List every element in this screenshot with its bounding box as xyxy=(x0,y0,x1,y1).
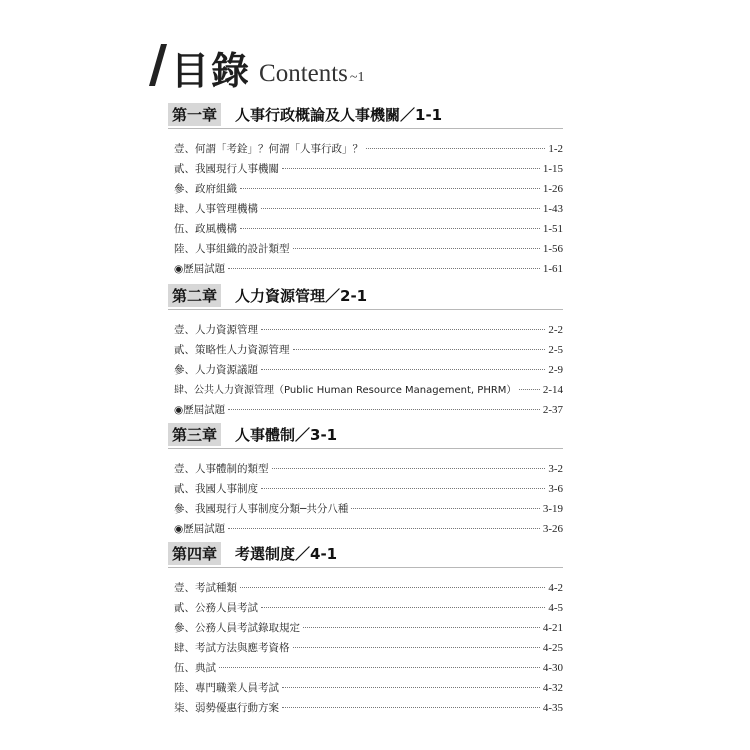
entry-list xyxy=(168,139,563,279)
entry-page: 4-32 xyxy=(542,682,563,694)
entry-page: 1-15 xyxy=(542,163,563,175)
toc-entry[interactable] xyxy=(174,499,563,519)
chapter-title: 人力資源管理／2-1 xyxy=(235,286,368,305)
entry-page: 4-2 xyxy=(548,582,563,594)
toc-entry[interactable] xyxy=(174,259,563,279)
entry-page: 1-51 xyxy=(542,223,563,235)
entry-label: 肆、人事管理機構 xyxy=(174,203,258,215)
chapter-heading[interactable] xyxy=(168,424,563,449)
dot-leader xyxy=(293,248,540,249)
entry-page: 4-30 xyxy=(542,662,563,674)
toc-entry[interactable] xyxy=(174,159,563,179)
entry-page: 3-26 xyxy=(542,523,563,535)
chapter-title: 人事行政概論及人事機關／1-1 xyxy=(235,105,443,124)
entry-list xyxy=(168,320,563,420)
toc-entry[interactable] xyxy=(174,340,563,360)
toc-entry[interactable] xyxy=(174,598,563,618)
dot-leader xyxy=(272,468,546,469)
entry-label: 參、公務人員考試錄取規定 xyxy=(174,622,300,634)
entry-page: 1-26 xyxy=(542,183,563,195)
toc-entry[interactable] xyxy=(174,459,563,479)
entry-label: 壹、人事體制的類型 xyxy=(174,463,269,475)
entry-page: 3-19 xyxy=(542,503,563,515)
toc-entry[interactable] xyxy=(174,678,563,698)
toc-entry[interactable] xyxy=(174,519,563,539)
entry-list xyxy=(168,578,563,718)
toc-entry[interactable] xyxy=(174,179,563,199)
entry-label: ◉歷屆試題 xyxy=(174,263,226,275)
chapter-heading[interactable] xyxy=(168,104,563,129)
entry-page: 3-6 xyxy=(548,483,563,495)
toc-entry[interactable] xyxy=(174,320,563,340)
dot-leader xyxy=(228,409,540,410)
entry-label: 伍、典試 xyxy=(174,662,216,674)
dot-leader xyxy=(282,687,540,688)
title-suffix: ~1 xyxy=(349,70,365,85)
chapter-title: 考選制度／4-1 xyxy=(235,544,338,563)
entry-page: 2-14 xyxy=(542,384,563,396)
entry-label: 壹、人力資源管理 xyxy=(174,324,258,336)
dot-leader xyxy=(240,228,540,229)
toc-entry[interactable] xyxy=(174,199,563,219)
entry-label: 貳、我國現行人事機關 xyxy=(174,163,279,175)
title-english: Contents xyxy=(259,60,348,87)
dot-leader xyxy=(240,587,545,588)
chapter-number: 第三章 xyxy=(168,423,221,446)
entry-label: ◉歷屆試題 xyxy=(174,523,226,535)
entry-label: 壹、考試種類 xyxy=(174,582,237,594)
entry-page: 4-5 xyxy=(548,602,563,614)
dot-leader xyxy=(261,329,545,330)
entry-page: 2-37 xyxy=(542,404,563,416)
toc-entry[interactable] xyxy=(174,380,563,400)
toc-entry[interactable] xyxy=(174,239,563,259)
entry-label: ◉歷屆試題 xyxy=(174,404,226,416)
toc-entry[interactable] xyxy=(174,638,563,658)
chapter-number: 第四章 xyxy=(168,542,221,565)
chapter-2 xyxy=(168,285,563,420)
entry-label: 陸、專門職業人員考試 xyxy=(174,682,279,694)
title-chinese: 目錄 xyxy=(171,49,252,93)
chapter-heading[interactable] xyxy=(168,543,563,568)
toc-entry[interactable] xyxy=(174,139,563,159)
entry-label: 參、我國現行人事制度分類─共分八種 xyxy=(174,503,349,515)
entry-page: 4-35 xyxy=(542,702,563,714)
dot-leader xyxy=(261,488,545,489)
entry-label: 伍、政風機構 xyxy=(174,223,237,235)
entry-page: 2-2 xyxy=(548,324,563,336)
dot-leader xyxy=(293,647,540,648)
dot-leader xyxy=(240,188,540,189)
dot-leader xyxy=(261,607,545,608)
dot-leader xyxy=(519,389,539,390)
entry-page: 4-25 xyxy=(542,642,563,654)
dot-leader xyxy=(282,707,540,708)
entry-label: 貳、公務人員考試 xyxy=(174,602,258,614)
entry-page: 1-56 xyxy=(542,243,563,255)
toc-entry[interactable] xyxy=(174,360,563,380)
chapter-1 xyxy=(168,104,563,279)
chapter-4 xyxy=(168,543,563,718)
entry-page: 2-5 xyxy=(548,344,563,356)
dot-leader xyxy=(228,268,540,269)
toc-entry[interactable] xyxy=(174,698,563,718)
dot-leader xyxy=(366,148,545,149)
entry-label: 貳、我國人事制度 xyxy=(174,483,258,495)
toc-entry[interactable] xyxy=(174,400,563,420)
dot-leader xyxy=(303,627,540,628)
entry-page: 1-61 xyxy=(542,263,563,275)
toc-entry[interactable] xyxy=(174,658,563,678)
dot-leader xyxy=(261,208,540,209)
dot-leader xyxy=(228,528,540,529)
entry-label: 壹、何謂「考銓」？何謂「人事行政」？ xyxy=(174,143,363,155)
entry-list xyxy=(168,459,563,539)
entry-label: 陸、人事組織的設計類型 xyxy=(174,243,290,255)
dot-leader xyxy=(351,508,540,509)
entry-page: 1-2 xyxy=(548,143,563,155)
chapter-number: 第一章 xyxy=(168,103,221,126)
entry-page: 3-2 xyxy=(548,463,563,475)
entry-label: 貳、策略性人力資源管理 xyxy=(174,344,290,356)
toc-entry[interactable] xyxy=(174,618,563,638)
chapter-heading[interactable] xyxy=(168,285,563,310)
entry-page: 2-9 xyxy=(548,364,563,376)
entry-label: 參、政府組織 xyxy=(174,183,237,195)
entry-label: 參、人力資源議題 xyxy=(174,364,258,376)
dot-leader xyxy=(219,667,540,668)
dot-leader xyxy=(261,369,545,370)
entry-page: 4-21 xyxy=(542,622,563,634)
toc-entry[interactable] xyxy=(174,219,563,239)
entry-page: 1-43 xyxy=(542,203,563,215)
dot-leader xyxy=(282,168,540,169)
chapter-3 xyxy=(168,424,563,539)
chapter-number: 第二章 xyxy=(168,284,221,307)
entry-label: 柒、弱勢優惠行動方案 xyxy=(174,702,279,714)
entry-label: 肆、考試方法與應考資格 xyxy=(174,642,290,654)
toc-entry[interactable] xyxy=(174,479,563,499)
chapter-title: 人事體制／3-1 xyxy=(235,425,338,444)
toc-header xyxy=(155,40,365,93)
toc-entry[interactable] xyxy=(174,578,563,598)
entry-label: 肆、公共人力資源管理（Public Human Resource Management, PHRM） xyxy=(174,385,517,396)
dot-leader xyxy=(293,349,546,350)
slash-decoration-icon xyxy=(149,44,167,86)
